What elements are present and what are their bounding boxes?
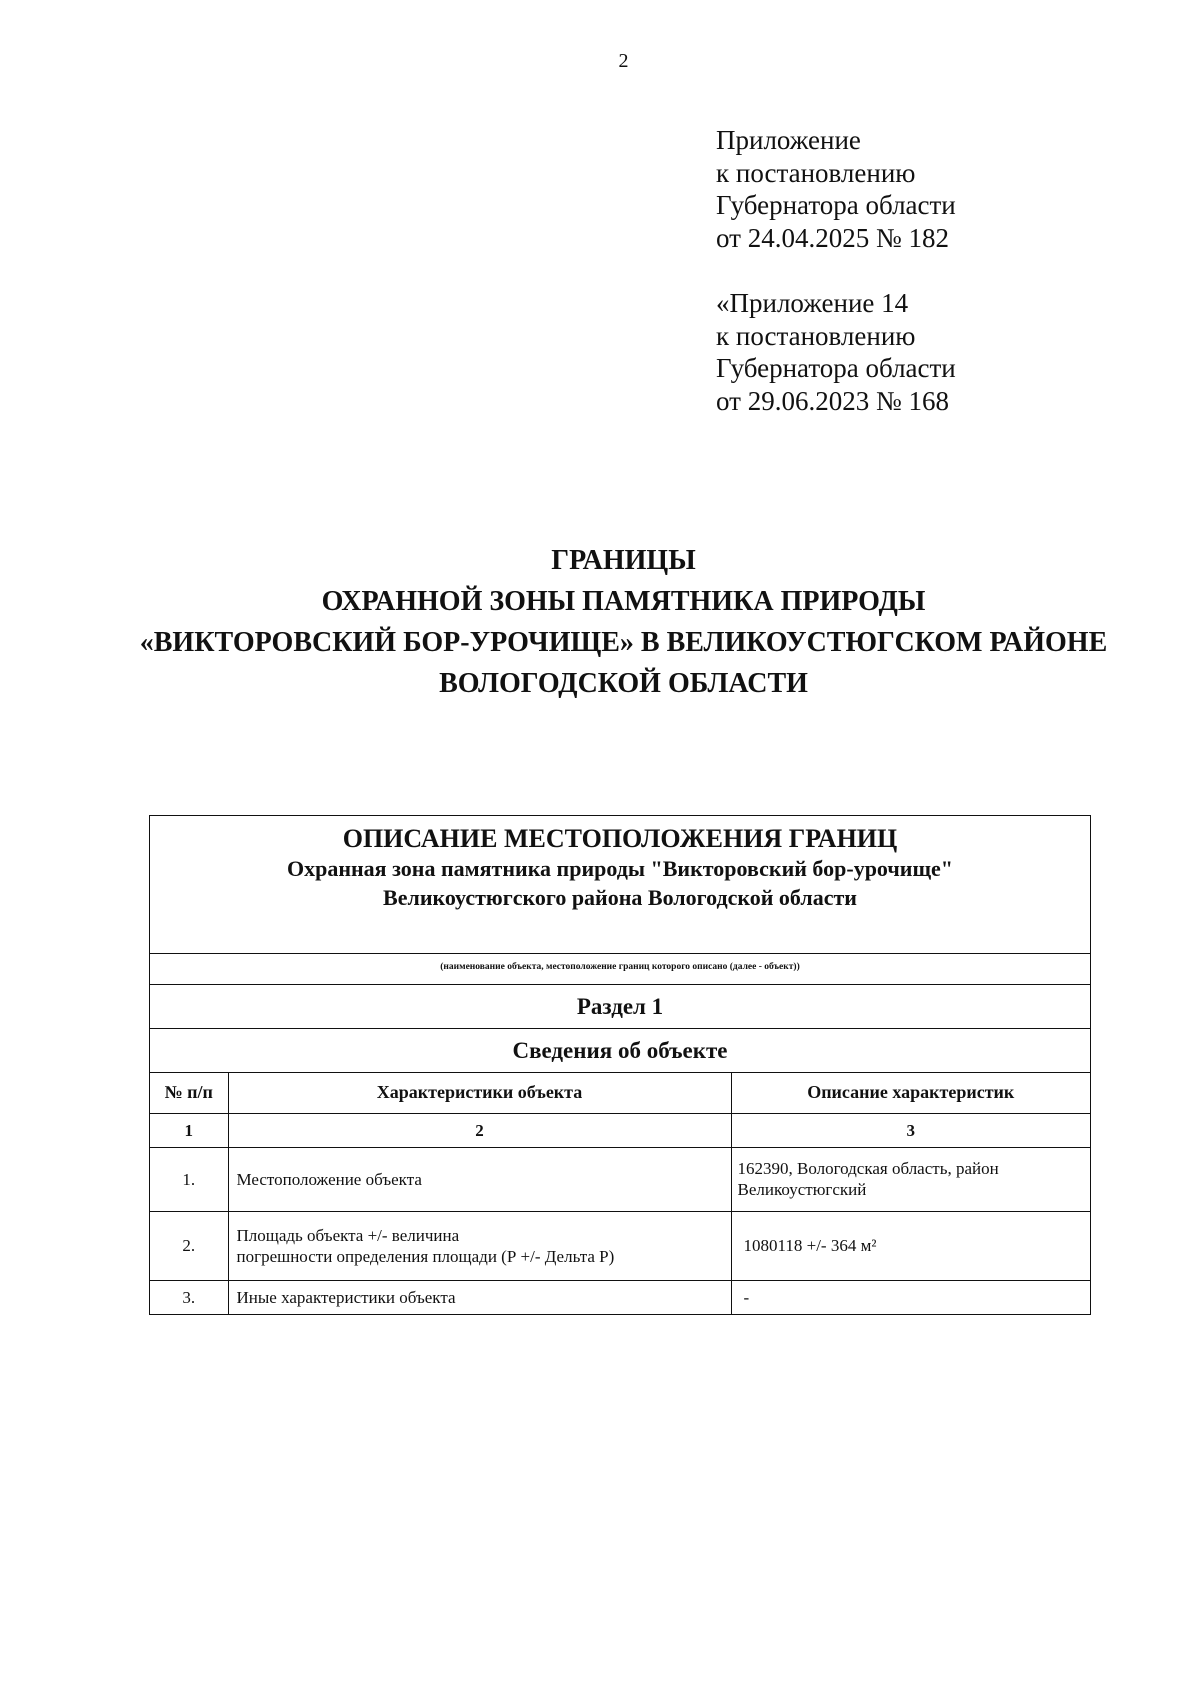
row-characteristic (228, 1211, 731, 1280)
table-row (150, 1211, 1090, 1280)
row-description (731, 1147, 1090, 1211)
column-header: Описание характеристик (731, 1073, 1090, 1113)
appendix-original-line: от 29.06.2023 № 168 (716, 385, 949, 416)
row-description: - (731, 1280, 1090, 1314)
column-index: 3 (731, 1113, 1090, 1147)
row-characteristic-line: Площадь объекта +/- величина (236, 1225, 460, 1245)
table-header-row (150, 1073, 1090, 1113)
description-header (150, 816, 1090, 954)
title-line: ГРАНИЦЫ (551, 545, 696, 576)
appendix-current-line: Губернатора области (716, 190, 956, 220)
appendix-current-line: к постановлению (716, 157, 916, 188)
row-characteristic: Местоположение объекта (228, 1147, 731, 1211)
title-line: «ВИКТОРОВСКИЙ БОР-УРОЧИЩЕ» В ВЕЛИКОУСТЮГСКОМ РАЙОНЕ (139, 627, 1108, 658)
table-row (150, 1280, 1090, 1314)
appendix-current-block (716, 124, 956, 254)
appendix-original-line: к постановлению (716, 320, 916, 351)
table-row (150, 1147, 1090, 1211)
description-heading: ОПИСАНИЕ МЕСТОПОЛОЖЕНИЯ ГРАНИЦ (342, 824, 898, 853)
row-number: 3. (150, 1280, 228, 1314)
row-number: 2. (150, 1211, 228, 1280)
row-characteristic: Иные характеристики объекта (228, 1280, 731, 1314)
section-label: Раздел 1 (150, 985, 1090, 1029)
section-title: Сведения об объекте (150, 1029, 1090, 1073)
row-description-text: 162390, Вологодская область, район Великоустюгский (737, 1159, 999, 1199)
column-index-row (150, 1113, 1090, 1147)
object-caption: (наименование объекта, местоположение границ которого описано (далее - объект)) (150, 954, 1090, 985)
object-name-line: Великоустюгского района Вологодской области (383, 885, 857, 910)
appendix-current-line: от 24.04.2025 № 182 (716, 222, 949, 253)
appendix-current-line: Приложение (716, 125, 861, 155)
page-number: 2 (618, 50, 629, 72)
boundary-description-table (149, 815, 1091, 1315)
appendix-original-block (716, 287, 956, 417)
appendix-original-line: «Приложение 14 (716, 288, 909, 318)
column-header: Характеристики объекта (228, 1073, 731, 1113)
column-header: № п/п (164, 1082, 213, 1103)
title-line: ОХРАННОЙ ЗОНЫ ПАМЯТНИКА ПРИРОДЫ (321, 586, 926, 617)
row-description: 1080118 +/- 364 м² (731, 1211, 1090, 1280)
column-index: 1 (150, 1113, 228, 1147)
appendix-original-line: Губернатора области (716, 353, 956, 383)
row-characteristic-line: погрешности определения площади (Р +/- Дельта Р) (236, 1246, 615, 1266)
object-name-line: Охранная зона памятника природы "Викторовский бор-урочище" (286, 856, 953, 881)
column-index: 2 (228, 1113, 731, 1147)
document-title (100, 540, 1147, 704)
row-number: 1. (150, 1147, 228, 1211)
title-line: ВОЛОГОДСКОЙ ОБЛАСТИ (439, 668, 808, 699)
object-info-grid (150, 1073, 1090, 1314)
